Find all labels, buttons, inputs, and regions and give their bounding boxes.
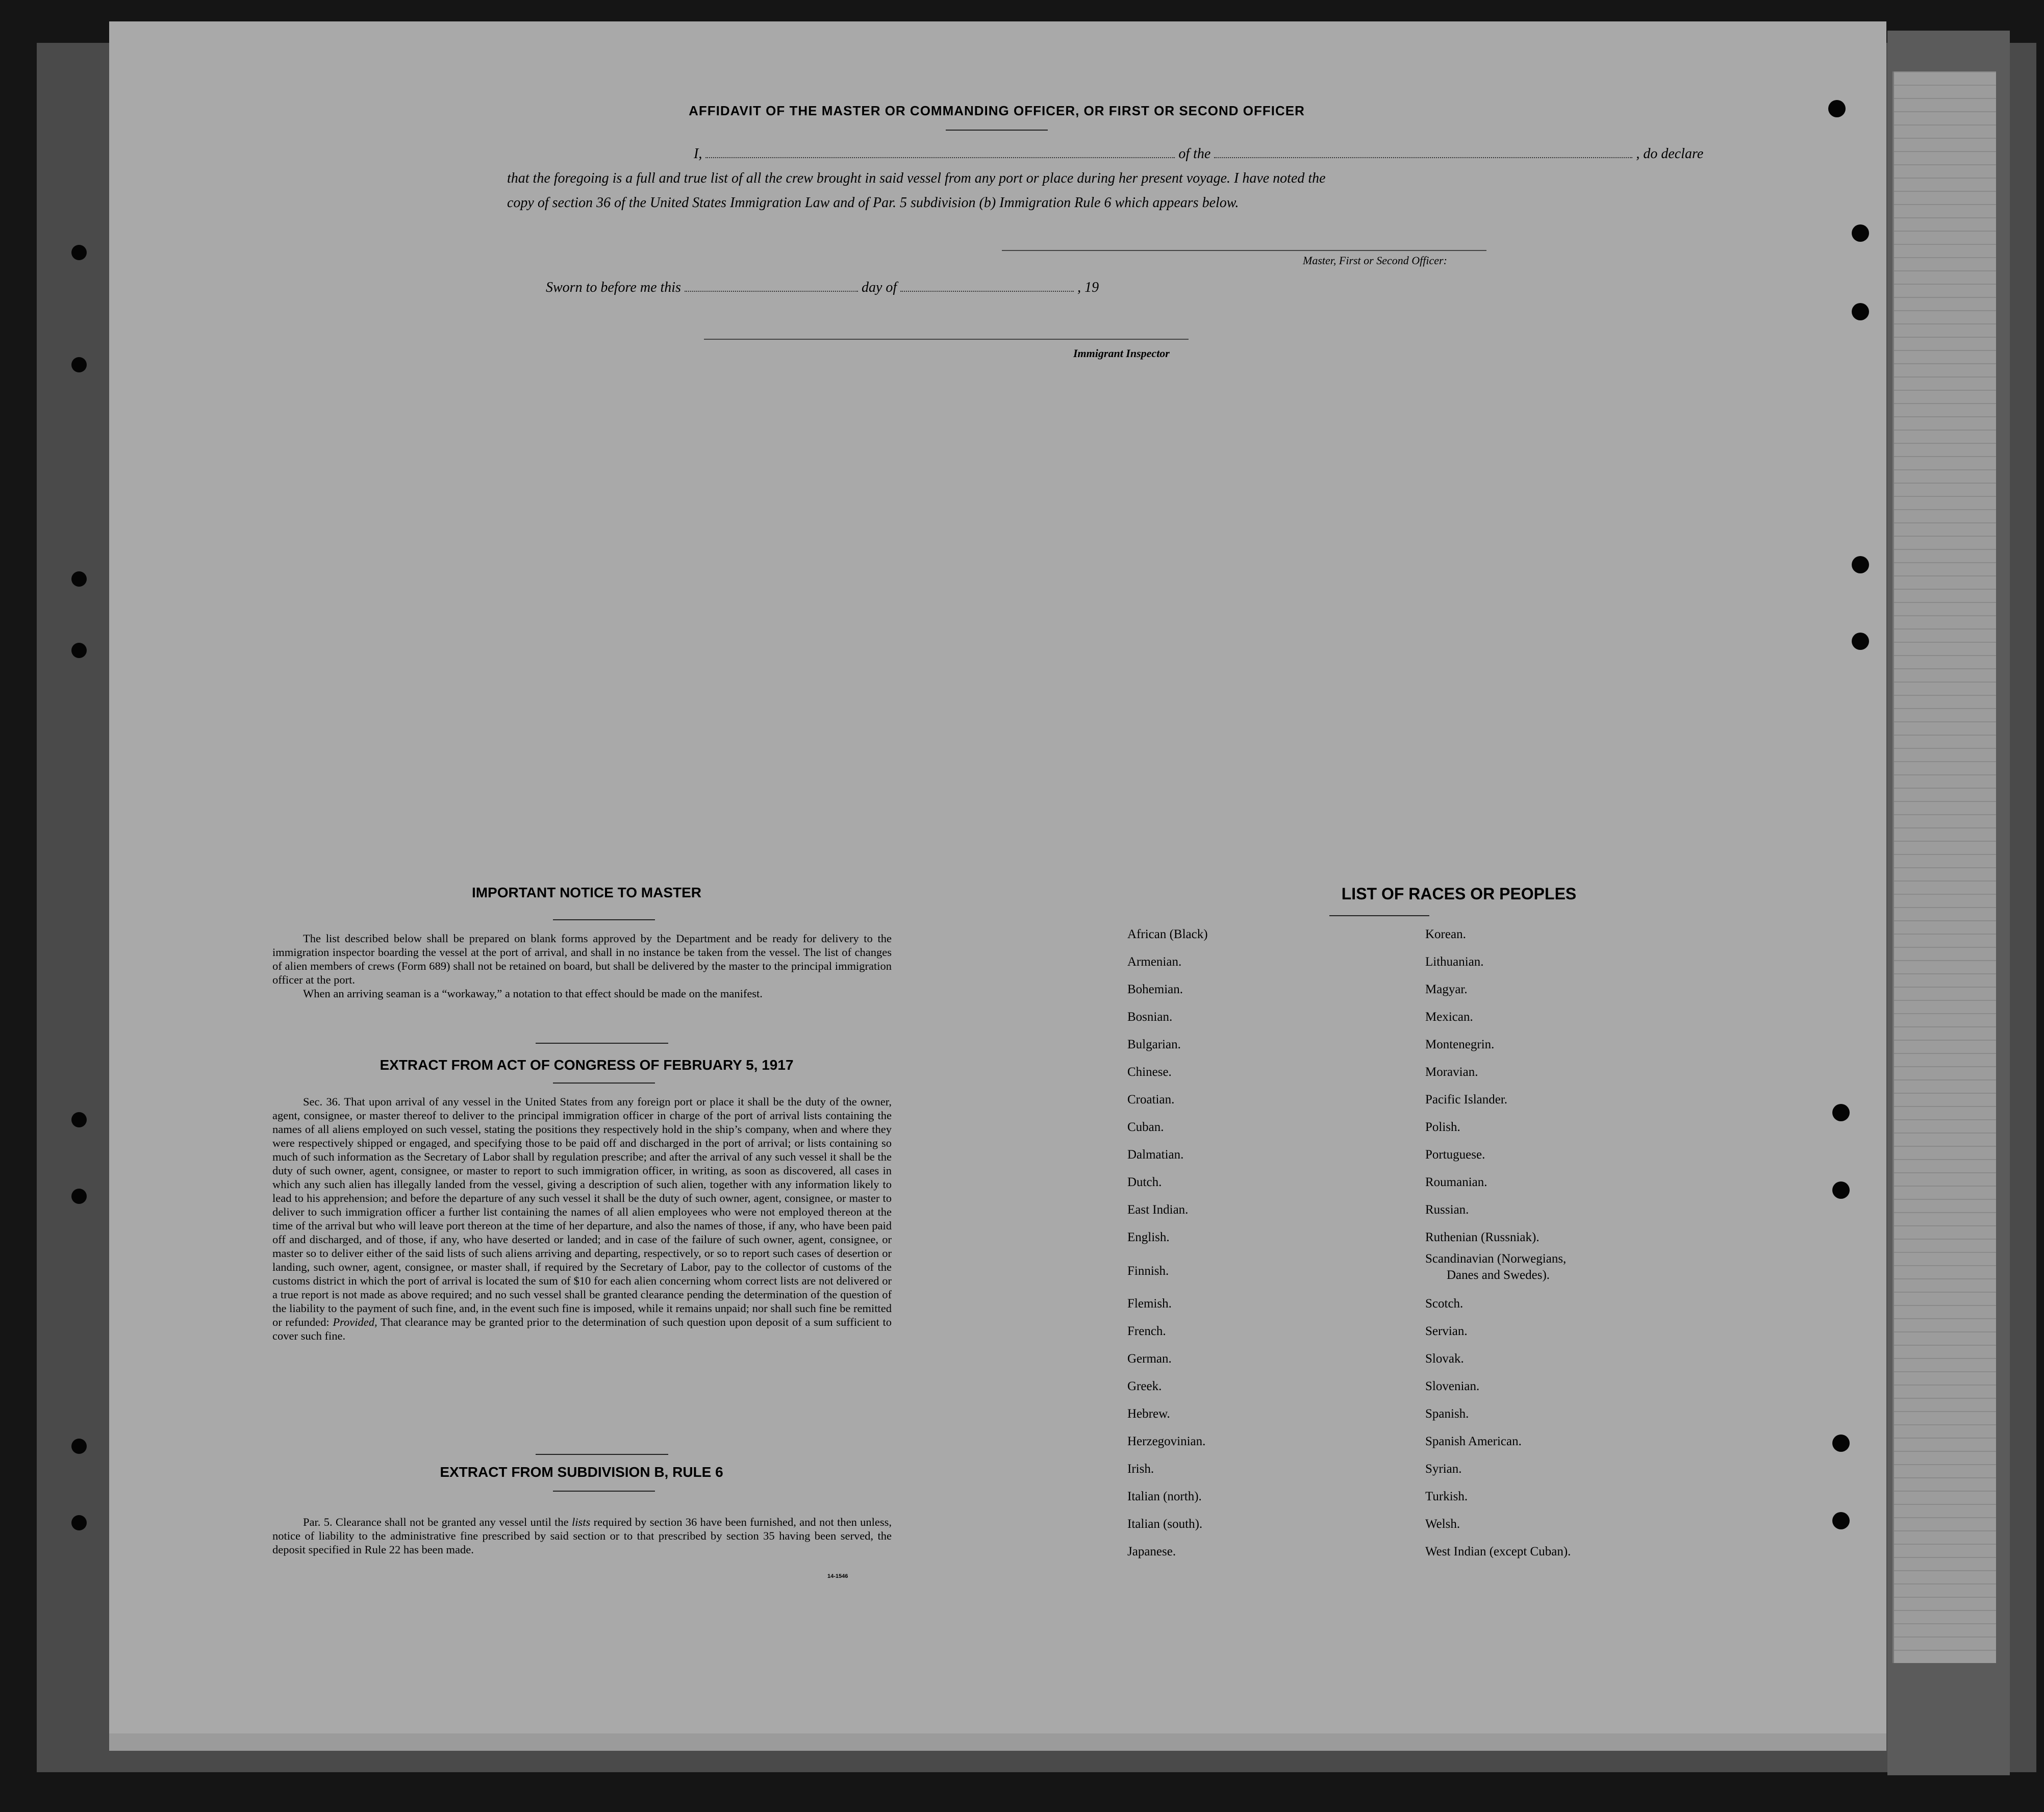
race-item: French. (1127, 1324, 1166, 1338)
punch-hole (1832, 1181, 1850, 1199)
race-item: Spanish American. (1425, 1434, 1522, 1448)
race-item: Russian. (1425, 1203, 1469, 1217)
punch-hole (71, 571, 87, 587)
race-item: Herzegovinian. (1127, 1434, 1206, 1448)
race-item: Turkish. (1425, 1490, 1468, 1503)
race-item: Bulgarian. (1127, 1038, 1181, 1051)
notice-title: IMPORTANT NOTICE TO MASTER (471, 885, 702, 900)
race-item: Bosnian. (1127, 1010, 1173, 1024)
race-item: Slovenian. (1425, 1379, 1480, 1393)
do-declare-label: , do declare (1636, 146, 1704, 162)
vessel-blank (1214, 146, 1632, 158)
race-item: Syrian. (1425, 1462, 1462, 1476)
race-item: Japanese. (1127, 1545, 1176, 1558)
form-code: 14-1546 (827, 1573, 848, 1579)
punch-hole (1852, 556, 1869, 573)
race-item: Irish. (1127, 1462, 1154, 1476)
race-item: African (Black) (1127, 927, 1208, 941)
punch-hole (71, 245, 87, 260)
of-the-label: of the (1178, 146, 1211, 162)
affidavit-title: AFFIDAVIT OF THE MASTER OR COMMANDING OFFICER, OR FIRST OR SECOND OFFICER (689, 103, 1305, 118)
race-item: German. (1127, 1352, 1172, 1366)
master-signature-line (1002, 250, 1486, 251)
race-item: Scotch. (1425, 1297, 1463, 1311)
race-item: Italian (north). (1127, 1490, 1202, 1503)
race-item: Ruthenian (Russniak). (1425, 1230, 1540, 1244)
punch-hole (1832, 1104, 1850, 1121)
race-item: Greek. (1127, 1379, 1162, 1393)
punch-hole (1852, 303, 1869, 320)
race-item: Portuguese. (1425, 1148, 1485, 1162)
race-item: Pacific Islander. (1425, 1093, 1508, 1106)
notice-paragraph-2: When an arriving seaman is a “workaway,” a notation to that effect should be made on the manifest. (303, 987, 763, 1000)
rule-divider (553, 1491, 655, 1492)
section-36-text-end: That clearance may be granted prior to the determination of such question upon deposit of a sum sufficient to cover such fine. (272, 1316, 892, 1342)
race-item: Scandinavian (Norwegians, (1425, 1252, 1567, 1266)
ruled-paper-strip (1892, 71, 1996, 1663)
title-divider (946, 130, 1048, 131)
race-item: Lithuanian. (1425, 955, 1484, 969)
provided-word: Provided, (333, 1316, 377, 1328)
race-item: Welsh. (1425, 1517, 1460, 1531)
race-item: Croatian. (1127, 1093, 1175, 1106)
race-item: East Indian. (1127, 1203, 1189, 1217)
race-item-continued: Danes and Swedes). (1447, 1268, 1550, 1282)
punch-hole (71, 643, 87, 658)
affidavit-line-2: that the foregoing is a full and true list of all the crew brought in said vessel from any port or place during her present voyage. I have noted the (507, 170, 1326, 186)
punch-hole (1852, 224, 1869, 242)
inspector-label: Immigrant Inspector (1073, 347, 1170, 360)
rule-text (272, 1515, 892, 1556)
page-bottom-edge (109, 1733, 1886, 1751)
notice-text (272, 932, 892, 1000)
race-item: Chinese. (1127, 1065, 1172, 1079)
punch-hole (1832, 1434, 1850, 1452)
section-36-text: Sec. 36. That upon arrival of any vessel in the United States from any foreign port or place it shall be the duty of the owner, agent, consignee, or master thereof to deliver to the principal immigration officer in charge of the port of arrival lists containing the names of all aliens employed on such vessel, stating the positions they respectively hold in the ship’s company, when and where they were respectively shipped or engaged, and specifying those to be paid off and discharged in the port of arrival; or lists containing so much of such information as the Secretary of Labor shall by regulation prescribe; and after the arrival of any such vessel it shall be the duty of such owner, agent, consignee, or master to report to such immigration officer, in writing, as soon as discovered, all cases in which any such alien has illegally landed from the vessel, giving a description of such alien, together with any information likely to lead to his apprehension; and before the departure of any such vessel it shall be the duty of such owner, agent, consignee, or master to deliver to such immigration officer a further list containing the names of all alien employees who were not employed thereon at the time of the arrival but who will leave port thereon at the time of her departure, and also the names of those, if any, who have been paid off and discharged, and of those, if any, who have deserted or landed; and in case of the failure of such owner, agent, consignee, or master so to deliver either of the said lists of such aliens arriving and departing, respectively, or so to report such cases of desertion or landing, such owner, agent, consignee, or master shall, if required by the Secretary of Labor, pay to the collector of customs of the customs district in which the port of arrival is located the sum of $10 for each alien concerning whom correct lists are not delivered or a true report is not made as above required; and no such vessel shall be granted clearance pending the determination of the question of the liability to the payment of such fine, and, in the event such fine is imposed, while it remains unpaid; nor shall such fine be remitted or refunded: (272, 1095, 892, 1328)
race-item: Flemish. (1127, 1297, 1172, 1311)
race-item: Roumanian. (1425, 1175, 1487, 1189)
rule-text-a: Par. 5. Clearance shall not be granted any vessel until the (303, 1516, 569, 1528)
race-item: Magyar. (1425, 983, 1468, 996)
act-text (272, 1095, 892, 1343)
inspector-signature-line (704, 339, 1189, 340)
race-item: West Indian (except Cuban). (1425, 1545, 1571, 1558)
affidavit-i-label: I, (694, 146, 702, 162)
affidavit-line-3: copy of section 36 of the United States Immigration Law and of Par. 5 subdivision (b) Immigration Rule 6 which appears below. (507, 195, 1239, 211)
rule-divider-top (536, 1454, 668, 1455)
race-item: Moravian. (1425, 1065, 1478, 1079)
notice-paragraph-1: The list described below shall be prepared on blank forms approved by the Department and be ready for delivery to the immigration inspector boarding the vessel at the port of arrival, and shall in no instance be taken from the vessel. The list of changes of alien members of crews (Form 689) shall not be retained on board, but shall be delivered by the master to the principal immigration officer at the port. (272, 932, 892, 986)
act-divider (553, 1083, 655, 1084)
manifest-page (109, 21, 1886, 1733)
sworn-line (546, 280, 1099, 296)
punch-hole (71, 1515, 87, 1530)
race-item: Finnish. (1127, 1264, 1169, 1278)
punch-hole (1852, 633, 1869, 650)
affidavit-line-1 (694, 146, 1703, 162)
punch-hole (71, 1439, 87, 1454)
race-item: Bohemian. (1127, 983, 1183, 996)
punch-hole (71, 357, 87, 372)
day-of-label: day of (861, 280, 897, 295)
race-item: Hebrew. (1127, 1407, 1170, 1421)
punch-hole (71, 1112, 87, 1127)
race-item: Spanish. (1425, 1407, 1469, 1421)
day-blank (685, 280, 858, 292)
rule-title: EXTRACT FROM SUBDIVISION B, RULE 6 (440, 1464, 723, 1480)
sworn-label: Sworn to before me this (546, 280, 681, 295)
race-item: Cuban. (1127, 1120, 1164, 1134)
month-blank (900, 280, 1074, 292)
act-divider-top (536, 1043, 668, 1044)
races-divider (1329, 915, 1429, 916)
rule-text-b: required by section 36 have been furnished, and not then unless, notice of liability to the administrative fine prescribed by said section or to that prescribed by section 35 having been served, the deposit specified in Rule 22 has been made. (272, 1516, 892, 1556)
name-blank (705, 146, 1175, 158)
race-item: Dutch. (1127, 1175, 1162, 1189)
act-title: EXTRACT FROM ACT OF CONGRESS OF FEBRUARY 5, 1917 (380, 1057, 794, 1073)
punch-hole (71, 1189, 87, 1204)
lists-word: lists (572, 1516, 591, 1528)
race-item: Slovak. (1425, 1352, 1464, 1366)
punch-hole (1828, 100, 1846, 117)
race-item: Mexican. (1425, 1010, 1473, 1024)
notice-divider (553, 919, 655, 920)
race-item: Korean. (1425, 927, 1466, 941)
master-signature-label: Master, First or Second Officer: (1303, 254, 1447, 267)
race-item: Montenegrin. (1425, 1038, 1495, 1051)
races-title: LIST OF RACES OR PEOPLES (1341, 885, 1577, 903)
race-item: Armenian. (1127, 955, 1182, 969)
race-item: English. (1127, 1230, 1170, 1244)
race-item: Polish. (1425, 1120, 1460, 1134)
race-item: Dalmatian. (1127, 1148, 1184, 1162)
race-item: Servian. (1425, 1324, 1468, 1338)
year-label: , 19 (1077, 280, 1099, 295)
race-item: Italian (south). (1127, 1517, 1203, 1531)
punch-hole (1832, 1512, 1850, 1529)
